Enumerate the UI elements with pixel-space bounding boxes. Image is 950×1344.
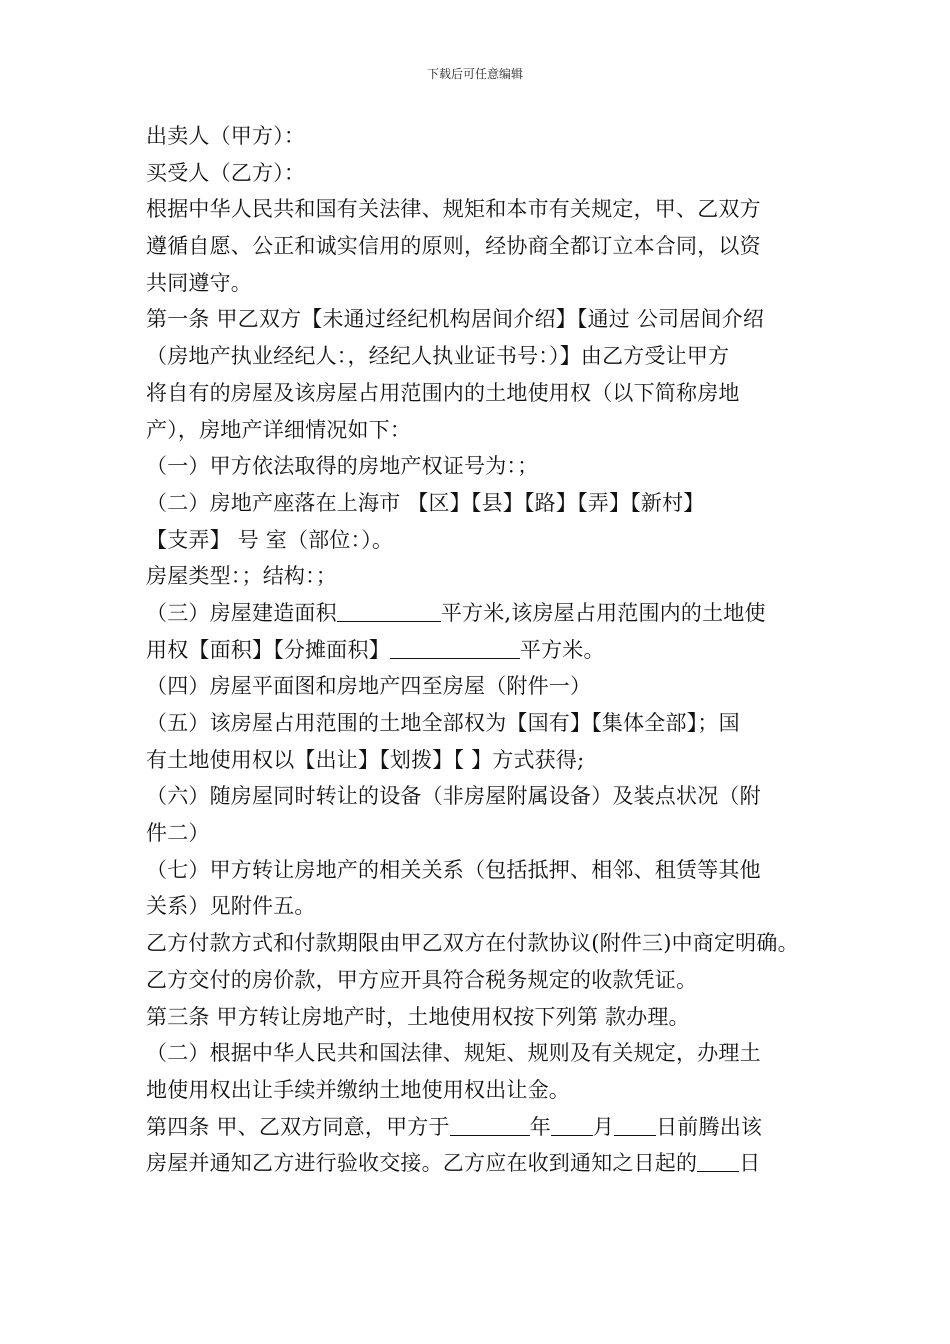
text-line: 房屋类型：；结构：；	[146, 564, 337, 589]
text-line: 根据中华人民共和国有关法律、规矩和本市有关规定，甲、乙双方	[146, 197, 761, 222]
date-line-text: 第四条 甲、乙双方同意，甲方于	[146, 1114, 450, 1139]
text-line: 乙方付款方式和付款期限由甲乙双方在付款协议(附件三)中商定明确。	[146, 931, 799, 956]
year-blank[interactable]	[450, 1113, 530, 1136]
date-line-text: 年	[529, 1114, 551, 1139]
days-blank[interactable]	[697, 1149, 739, 1172]
text-line: 第三条 甲方转让房地产时，土地使用权按下列第 款办理。	[146, 1004, 690, 1029]
text-line: 关系）见附件五。	[146, 894, 316, 919]
area-line	[146, 632, 836, 669]
text-line: （二）根据中华人民共和国法律、规矩、规则及有关规定，办理土	[146, 1041, 761, 1066]
text-line: 地使用权出让手续并缴纳土地使用权出让金。	[146, 1077, 570, 1102]
text-line: 出卖人（甲方）：	[146, 124, 306, 148]
area-line-text: 平方米。	[519, 637, 605, 662]
text-line: （七）甲方转让房地产的相关关系（包括抵押、相邻、租赁等其他	[146, 857, 761, 882]
last-line-text: 日	[739, 1151, 761, 1176]
text-line: （一）甲方依法取得的房地产权证号为：；	[146, 454, 539, 479]
area-line-text: 用权【面积】【分摊面积】	[146, 637, 390, 662]
area-line-text: 平方米,该房屋占用范围内的土地使	[440, 600, 766, 625]
text-line: 遵循自愿、公正和诚实信用的原则，经协商全都订立本合同，以资	[146, 234, 761, 259]
area-line-text: （三）房屋建造面积	[146, 600, 337, 625]
text-line: 产），房地产详细情况如下：	[146, 417, 412, 442]
contract-body	[146, 118, 836, 1182]
text-line	[146, 1145, 836, 1182]
fill-in-blank[interactable]	[337, 599, 441, 622]
fill-in-blank[interactable]	[390, 636, 520, 659]
page-header: 下载后可任意编辑	[426, 67, 523, 81]
text-line: 有土地使用权以【出让】【划拨】【 】方式获得;	[146, 747, 585, 772]
text-line: （二）房地产座落在上海市 【区】【县】【路】【弄】【新村】	[146, 490, 705, 515]
area-line	[146, 595, 836, 632]
day-blank[interactable]	[614, 1113, 656, 1136]
date-line	[146, 1109, 836, 1146]
text-line: 【支弄】 号 室（部位：）。	[146, 527, 394, 552]
text-line: （六）随房屋同时转让的设备（非房屋附属设备）及装点状况（附	[146, 784, 761, 809]
text-line: （四）房屋平面图和房地产四至房屋（附件一）	[146, 674, 592, 699]
date-line-text: 日前腾出该	[656, 1114, 763, 1139]
month-blank[interactable]	[551, 1113, 593, 1136]
text-line: 共同遵守。	[146, 270, 252, 295]
text-line: 将自有的房屋及该房屋占用范围内的土地使用权（以下简称房地	[146, 380, 740, 405]
date-line-text: 月	[592, 1114, 615, 1139]
text-line: 第一条 甲乙双方【未通过经纪机构居间介绍】【通过 公司居间介绍	[146, 307, 765, 332]
text-line: 乙方交付的房价款，甲方应开具符合税务规定的收款凭证。	[146, 967, 698, 992]
text-line: 买受人（乙方）：	[146, 160, 306, 185]
text-line: （房地产执业经纪人：，经纪人执业证书号：）】由乙方受让甲方	[146, 344, 730, 369]
last-line-text: 房屋并通知乙方进行验收交接。乙方应在收到通知之日起的	[146, 1151, 698, 1176]
text-line: （五）该房屋占用范围的土地全部权为【国有】【集体全部】；国	[146, 711, 740, 735]
text-line: 件二）	[146, 821, 210, 846]
